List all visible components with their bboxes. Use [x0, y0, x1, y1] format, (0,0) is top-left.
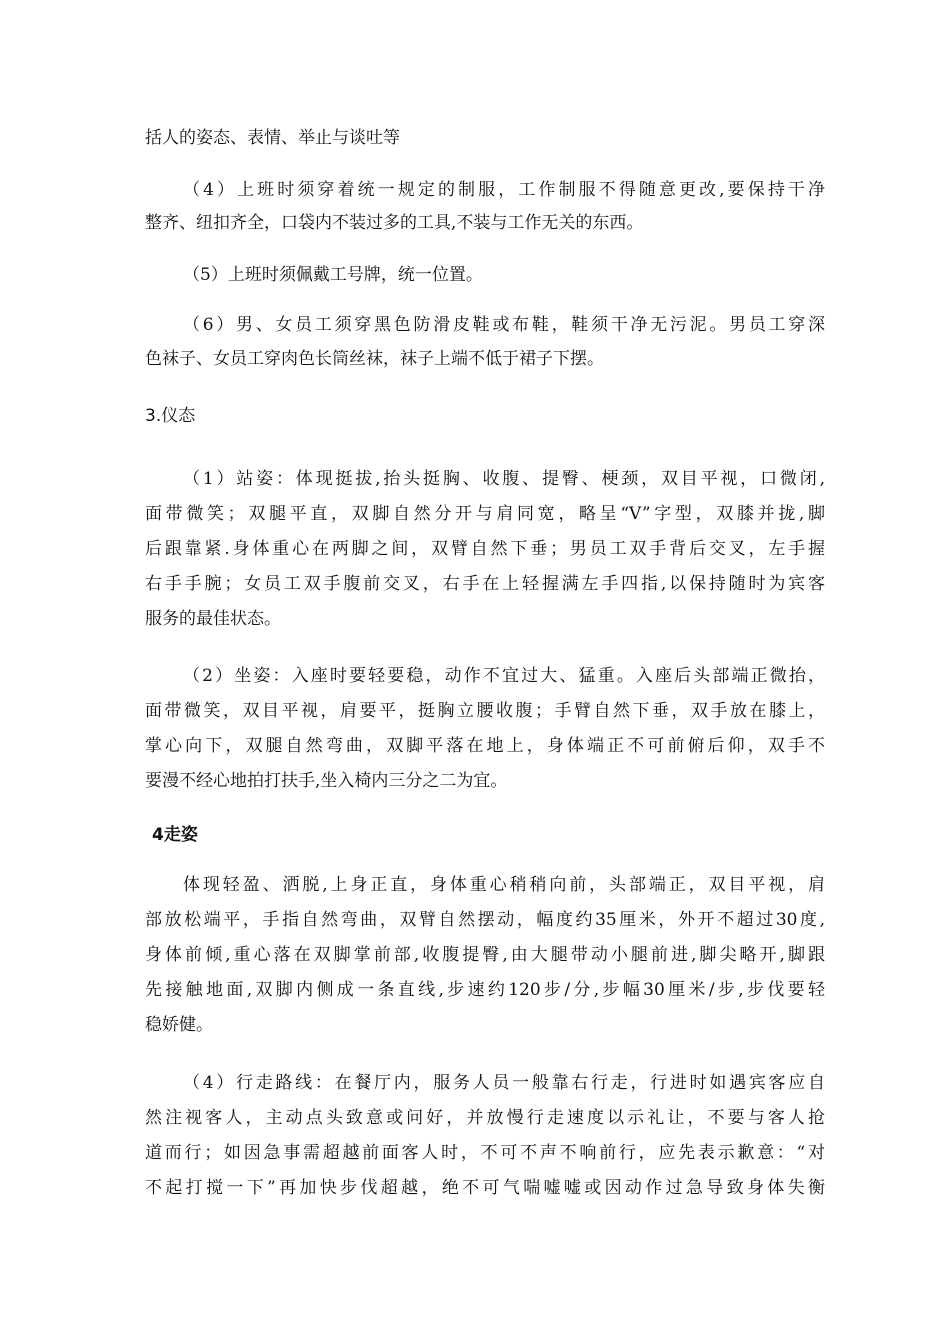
text-line: （5）上班时须佩戴工号牌，统一位置。: [183, 265, 483, 285]
section-heading: 4走姿: [152, 825, 198, 845]
text-line: 后跟靠紧.身体重心在两脚之间，双臂自然下垂；男员工双手背后交叉，左手握: [145, 539, 825, 559]
text-line: （6）男、女员工须穿黑色防滑皮鞋或布鞋，鞋须干净无污泥。男员工穿深: [183, 315, 825, 335]
text-line: （2）坐姿：入座时要轻要稳，动作不宜过大、猛重。入座后头部端正微抬，: [183, 666, 825, 686]
text-line: 色袜子、女员工穿肉色长筒丝袜，袜子上端不低于裙子下摆。: [145, 349, 604, 369]
text-line: 身体前倾,重心落在双脚掌前部,收腹提臀,由大腿带动小腿前进,脚尖略开,脚跟: [145, 945, 825, 965]
text-line: 服务的最佳状态。: [145, 609, 281, 629]
text-line: 整齐、纽扣齐全，口袋内不装过多的工具,不装与工作无关的东西。: [145, 213, 644, 233]
text-line: 面带微笑，双目平视，肩要平，挺胸立腰收腹；手臂自然下垂，双手放在膝上，: [145, 701, 825, 721]
text-line: 括人的姿态、表情、举止与谈吐等: [145, 128, 400, 148]
text-line: 稳娇健。: [145, 1015, 213, 1035]
section-heading: 3.仪态: [145, 406, 196, 426]
text-line: 掌心向下，双腿自然弯曲，双脚平落在地上，身体端正不可前俯后仰，双手不: [145, 736, 825, 756]
text-line: 然注视客人，主动点头致意或问好，并放慢行走速度以示礼让，不要与客人抢: [145, 1108, 825, 1128]
text-line: （1）站姿：体现挺拔,抬头挺胸、收腹、提臀、梗颈，双目平视，口微闭,: [183, 469, 825, 489]
text-line: 右手手腕；女员工双手腹前交叉，右手在上轻握满左手四指,以保持随时为宾客: [145, 574, 825, 594]
text-line: （4）上班时须穿着统一规定的制服，工作制服不得随意更改,要保持干净: [183, 180, 825, 200]
text-line: 体现轻盈、洒脱,上身正直，身体重心稍稍向前，头部端正，双目平视，肩: [183, 875, 825, 895]
text-line: 要漫不经心地拍打扶手,坐入椅内三分之二为宜。: [145, 771, 508, 791]
text-line: （4）行走路线：在餐厅内，服务人员一般靠右行走，行进时如遇宾客应自: [183, 1073, 825, 1093]
text-line: 面带微笑；双腿平直，双脚自然分开与肩同宽，略呈“V”字型，双膝并拢,脚: [145, 504, 825, 524]
text-line: 部放松端平，手指自然弯曲，双臂自然摆动，幅度约35厘米，外开不超过30度,: [145, 910, 825, 930]
text-line: 不起打搅一下”再加快步伐超越，绝不可气喘嘘嘘或因动作过急导致身体失衡: [145, 1178, 825, 1198]
text-line: 道而行；如因急事需超越前面客人时，不可不声不响前行，应先表示歉意：“对: [145, 1143, 825, 1163]
text-line: 先接触地面,双脚内侧成一条直线,步速约120步/分,步幅30厘米/步,步伐要轻: [145, 980, 825, 1000]
